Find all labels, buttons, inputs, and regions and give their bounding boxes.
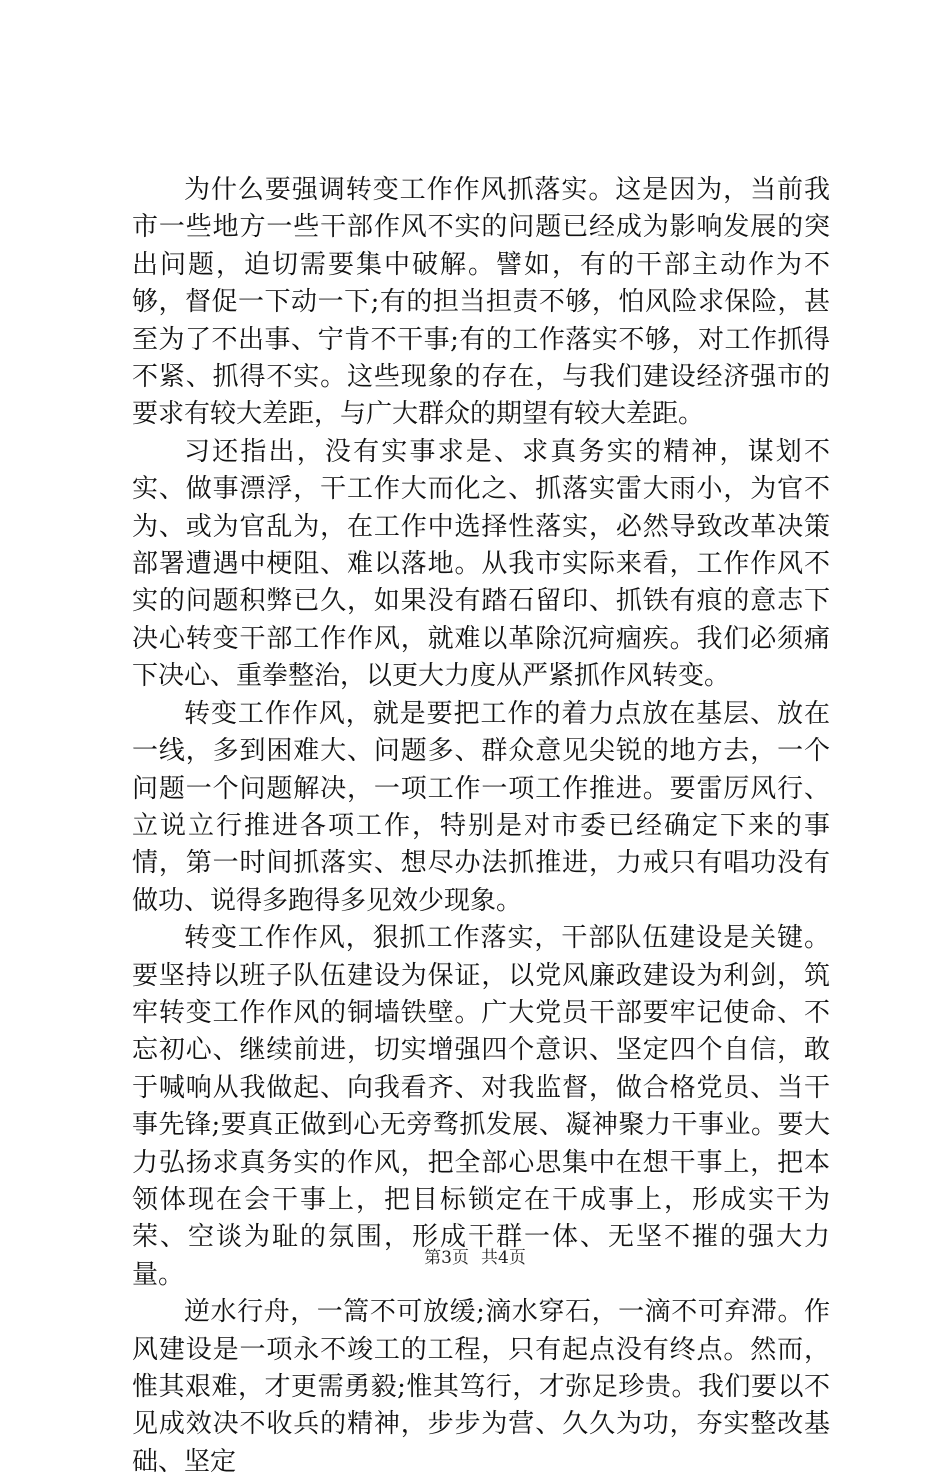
paragraph-3: 转变工作作风，就是要把工作的着力点放在基层、放在一线，多到困难大、问题多、群众意见尖锐的地方去，一个问题一个问题解决，一项工作一项工作推进。要雷厉风行、立说立行推进各项工作，特别是对市委已经确定下来的事情，第一时间抓落实、想尽办法抓推进，力戒只有唱功没有做功、说得多跑得多见效少现象。 [132,698,830,916]
document-body [132,172,830,1481]
paragraph-4: 转变工作作风，狠抓工作落实，干部队伍建设是关键。要坚持以班子队伍建设为保证，以党风廉政建设为利剑，筑牢转变工作作风的铜墙铁壁。广大党员干部要牢记使命、不忘初心、继续前进，切实增强四个意识、坚定四个自信，敢于喊响从我做起、向我看齐、对我监督，做合格党员、当干事先锋;要真正做到心无旁骛抓发展、凝神聚力干事业。要大力弘扬求真务实的作风，把全部心思集中在想干事上，把本领体现在会干事上，把目标锁定在干成事上，形成实干为荣、空谈为耻的氛围，形成干群一体、无坚不摧的强大力量。 [132,923,830,1290]
page-total: 共4页 [481,1248,526,1268]
page-number: 第3页 [424,1248,469,1268]
paragraph-5: 逆水行舟，一篙不可放缓;滴水穿石，一滴不可弃滞。作风建设是一项永不竣工的工程，只有起点没有终点。然而，惟其艰难，才更需勇毅;惟其笃行，才弥足珍贵。我们要以不见成效决不收兵的精神，步步为营、久久为功，夯实整改基础、坚定 [132,1297,830,1477]
paragraph-1: 为什么要强调转变工作作风抓落实。这是因为，当前我市一些地方一些干部作风不实的问题已经成为影响发展的突出问题，迫切需要集中破解。譬如，有的干部主动作为不够，督促一下动一下;有的担当担责不够，怕风险求保险，甚至为了不出事、宁肯不干事;有的工作落实不够，对工作抓得不紧、抓得不实。这些现象的存在，与我们建设经济强市的要求有较大差距，与广大群众的期望有较大差距。 [132,175,830,430]
paragraph-2: 习还指出，没有实事求是、求真务实的精神，谋划不实、做事漂浮，干工作大而化之、抓落实雷大雨小，为官不为、或为官乱为，在工作中选择性落实，必然导致改革决策部署遭遇中梗阻、难以落地。从我市实际来看，工作作风不实的问题积弊已久，如果没有踏石留印、抓铁有痕的意志下决心转变干部工作作风，就难以革除沉疴痼疾。我们必须痛下决心、重拳整治，以更大力度从严紧抓作风转变。 [132,436,830,692]
page-footer [0,1243,950,1268]
